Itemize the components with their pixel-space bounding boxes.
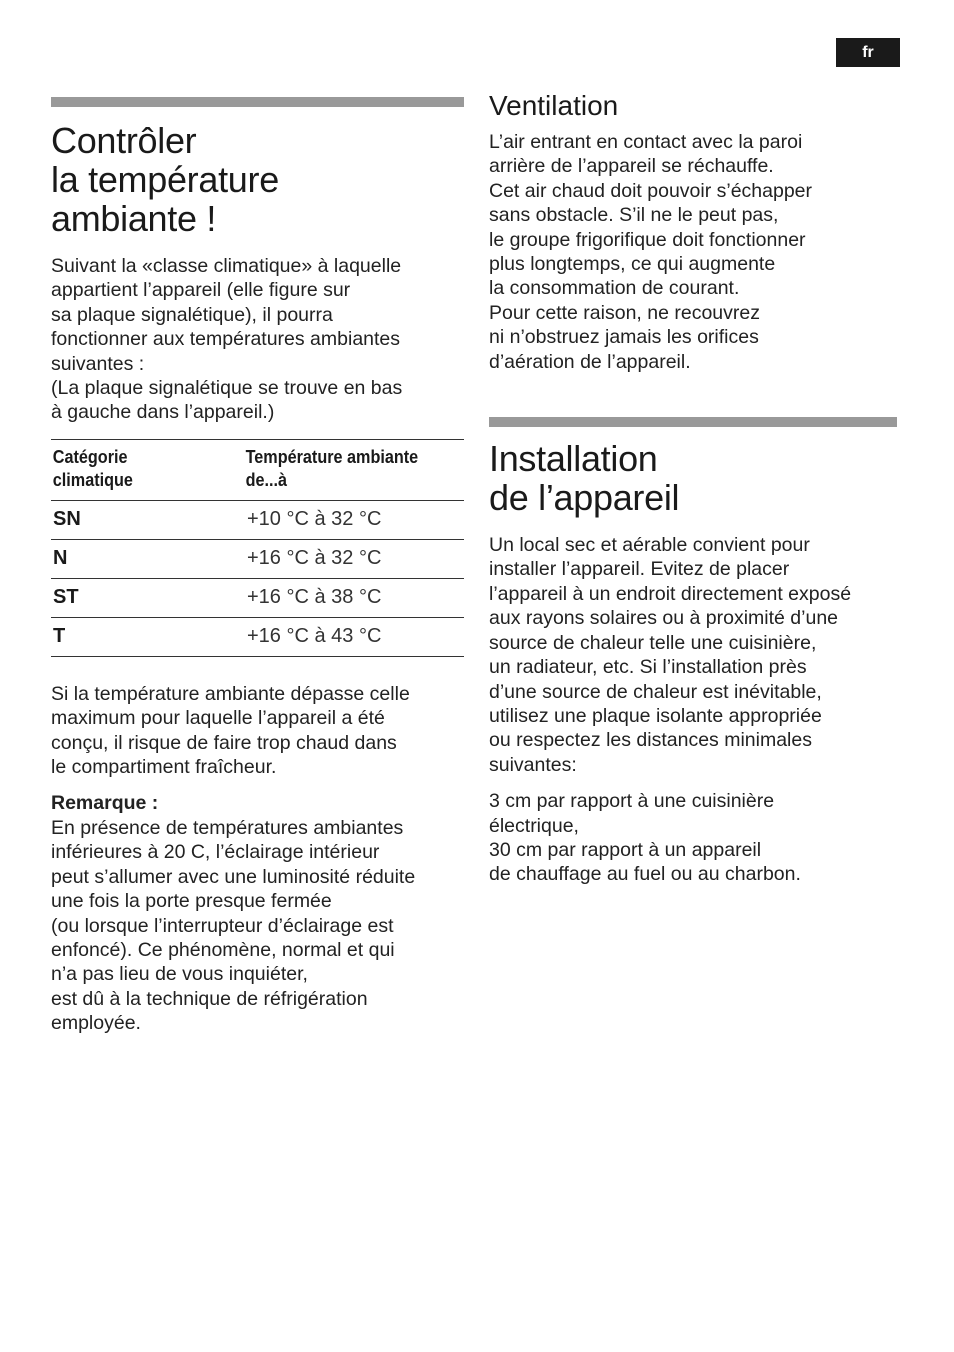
overheat-paragraph: Si la température ambiante dépasse celle maximum pour laquelle l’appareil a été conçu, il risque de faire trop chaud dans le compartiment fraîcheur. [51, 682, 410, 779]
cell-range: +10 °C à 32 °C [233, 500, 464, 539]
table-row [51, 500, 464, 539]
header-temperature: Température ambiante de...à [245, 446, 419, 490]
table-header-row [51, 439, 464, 500]
climate-class-table [51, 439, 464, 657]
table-row [51, 617, 464, 656]
section-rule [51, 97, 464, 107]
cell-category: SN [51, 500, 233, 539]
section-rule [489, 417, 897, 427]
cell-range: +16 °C à 43 °C [247, 625, 382, 648]
table-row [51, 539, 464, 578]
note-paragraph: En présence de températures ambiantes inférieures à 20 C, l’éclairage intérieur peut s’allumer avec une luminosité réduite une fois la porte presque fermée (ou lorsque l’interrupteur d’éclairage est enfoncé). Ce phénomène, normal et qui n’a pas lieu de vous inquiéter, est dû à la technique de réfrigération employée. [51, 816, 416, 1035]
table-row [51, 578, 464, 617]
cell-category: ST [51, 578, 233, 617]
right-column [489, 90, 904, 887]
cell-category: N [51, 539, 233, 578]
ventilation-paragraph: L’air entrant en contact avec la paroi arrière de l’appareil se réchauffe. Cet air chaud doit pouvoir s’échapper sans obstacle. S’il ne le peut pas, le groupe frigorifique doit fonctionner plus longtemps, ce qui augmente la consommation de courant. Pour cette raison, ne recouvrez ni n’obstruez jamais les orifices d’aération de l’appareil. [489, 131, 813, 373]
intro-paragraph: Suivant la «classe climatique» à laquelle appartient l’appareil (elle figure sur sa plaque signalétique), il pourra fonctionner aux températures ambiantes suivantes : (La plaque signalétique se trouve en bas à gauche dans l’appareil.) [51, 255, 403, 424]
cell-category: T [53, 625, 66, 648]
section-heading-ventilation: Ventilation [489, 90, 619, 121]
installation-paragraph: Un local sec et aérable convient pour installer l’appareil. Evitez de placer l’appareil à un endroit directement exposé aux rayons solaires ou à proximité d’une source de chaleur telle une cuisinière, un radiateur, etc. Si l’installation près d’une source de chaleur est inévitable, utilisez une plaque isolante appropriée ou respectez les distances minimales suivantes: [489, 534, 852, 776]
cell-range: +16 °C à 38 °C [233, 578, 464, 617]
section-heading-installation: Installation de l’appareil [489, 438, 680, 519]
header-category: Catégorie climatique [52, 446, 133, 490]
section-heading-temperature: Contrôler la température ambiante ! [51, 120, 279, 239]
distances-paragraph: 3 cm par rapport à une cuisinière électrique, 30 cm par rapport à un appareil de chauffage au fuel ou au charbon. [489, 790, 801, 886]
cell-range: +16 °C à 32 °C [233, 539, 464, 578]
language-tab: fr [836, 38, 900, 67]
left-column [51, 97, 464, 1036]
note-label: Remarque : [51, 792, 159, 815]
